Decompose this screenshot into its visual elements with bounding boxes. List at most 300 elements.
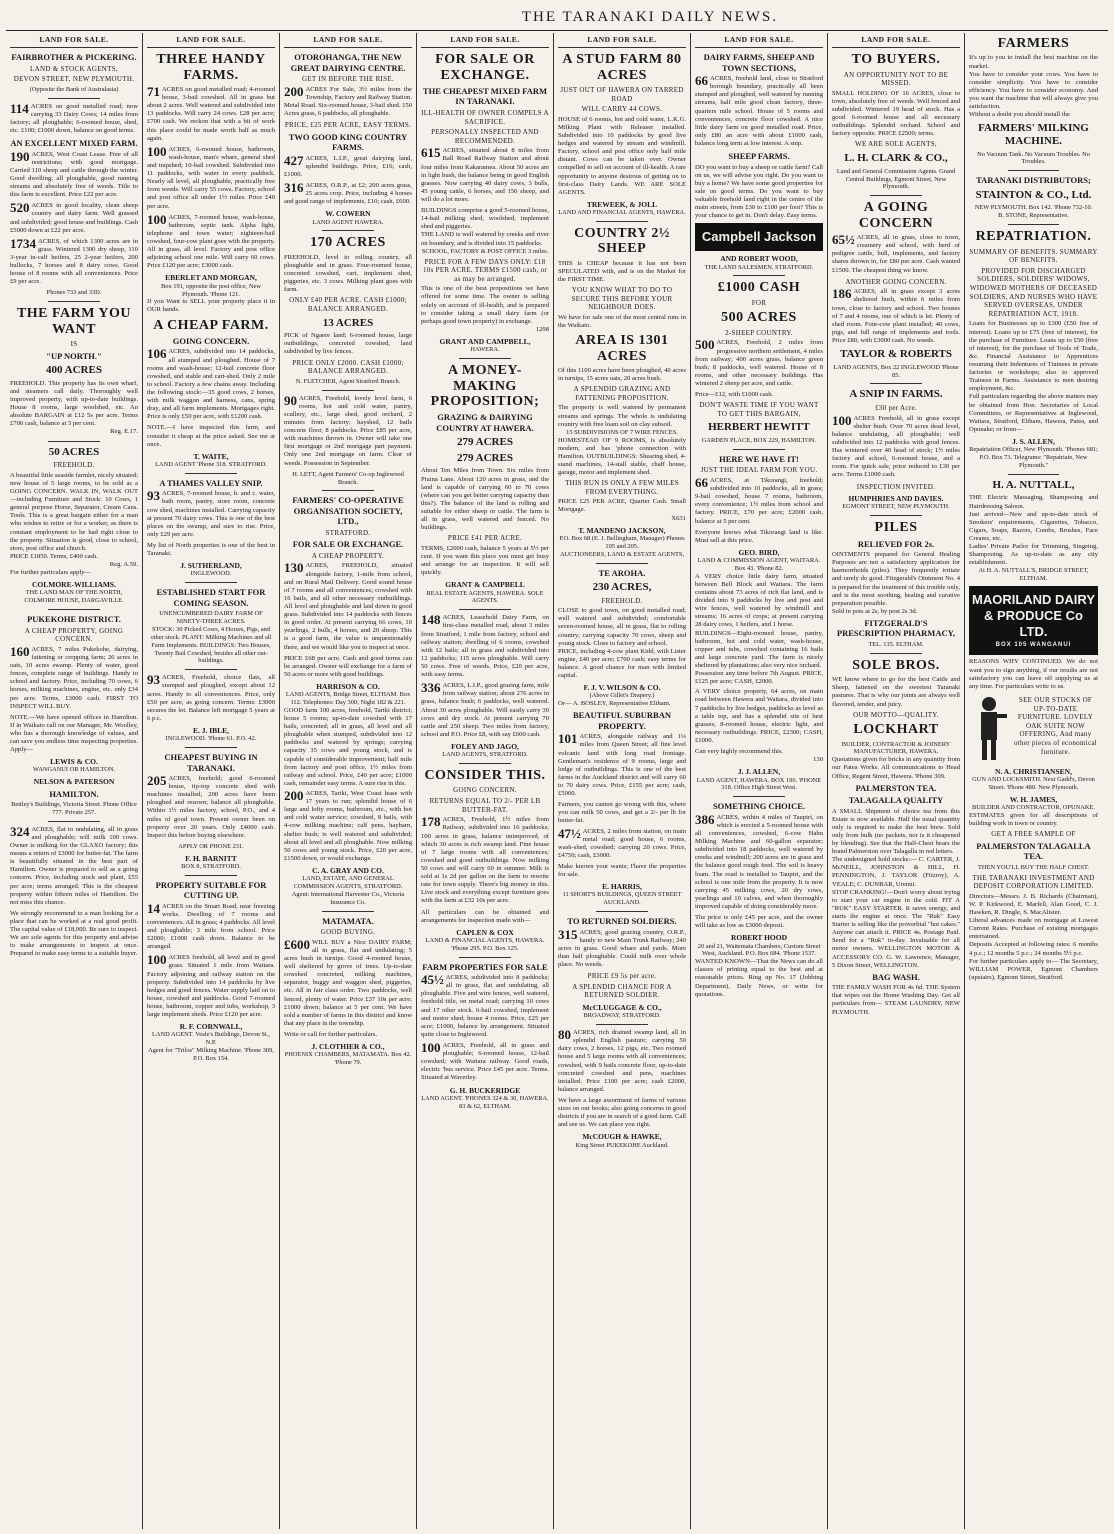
agent-address: THE LAND MAN OF THE NORTH, COLMORE HOUSE, DARGAVILLE.: [24, 589, 124, 605]
listing-acreage: 100: [147, 143, 167, 159]
agent-address: P.O. Box 68 (E. J. Bellingham, Manager) Phones 105 and 205.: [559, 534, 685, 550]
divider: [870, 515, 921, 516]
ad-subheading: OTOROHANGA, THE NEW GREAT DAIRYING CENTRE.: [290, 52, 406, 73]
agent-address: THEN YOU'LL BUY THE HALF CHEST.: [978, 863, 1089, 871]
ad-headline: CONSIDER THIS.: [424, 768, 546, 784]
ad-caption: INSPECTION INVITED.: [856, 482, 936, 491]
listing-text: ACRES, Leasehold Dairy Farm, on first-class metalled road, about 3 miles from Stratford, 1 mile from factory, school and railway station; dwelling of 6 rooms, cowshed with 12 bails; all in grass and subdivided into 12 paddocks; 115 acres ploughable. Will carry 50 cows. Free of weeds. Price, £20 per acre, with easy terms.: [421, 614, 549, 679]
listing: [558, 1029, 686, 1094]
body-text: Without a doubt you should install the: [969, 111, 1070, 119]
divider: [459, 358, 510, 359]
listing: [695, 339, 823, 388]
agent-name: J. S. ALLEN,: [1012, 436, 1055, 446]
listing-text: ACRES For Sale, 3½ miles from the Township, Factory and Railway Station. Metal Road. Six-roomed house, 3-bail shed. 150 Acres grass, 6 paddocks, all ploughable.: [284, 85, 413, 118]
ad-caption: A SPLENDID GRAZING AND FATTENING PROPOSITION.: [573, 385, 671, 402]
agent-address: B. STONE, Representative.: [998, 212, 1069, 220]
body-text: For further particulars apply—: [10, 569, 92, 577]
ad-heading: H. A. NUTTALL,: [992, 478, 1075, 491]
listing-acreage: 71: [147, 84, 160, 99]
listing-acreage: 178: [421, 814, 441, 830]
agent-address: LAND, ESTATE, AND GENERAL COMMISSION AGENTS, STRATFORD.: [293, 875, 403, 891]
agent-address: H. LETT, Agent Farmers' Co-op Inglewood Branch.: [292, 470, 404, 486]
listing-text: ACRES Freehold, all in grass except shelter bush. Over 70 acres dead level, balance undulating, all ploughable; well subdivided into 12 paddocks with good fences. Has wintered over 40 head of stock; 1½ miles factory and school, 6-roomed house, and a room. For quick sale, price reduced to £30 per acre. Terms £1000 cash.: [832, 414, 960, 479]
furniture-ad-text: SEE OUR STOCKS OF UP-TO-DATE FURNITURE. LOVELY OAK SUITE NOW OFFERING, And many other pieces of economical furniture.: [1013, 695, 1097, 756]
body-text: THE LAND is well watered by creeks and river on boundary, and is divided into 15 paddocks.: [421, 231, 549, 247]
body-text: DO you want to buy a sheep or cattle farm? Call on us, we will advise you right. Do you want to buy a home? We have some good properties for sale on good terms. Do you want to buy valuable freehold land right in the centre of the main streets, from £30 to £100 per foot? This is your chance to get in. Don't delay. Easy terms.: [695, 163, 823, 220]
ad-subheading: FITZGERALD'S PRESCRIPTION PHARMACY,: [836, 618, 956, 639]
ad-headline: TO BUYERS.: [851, 52, 941, 68]
body-text: BUILDINGS—Eight-roomed house, pantry, bathroom, hot and cold water, wash-house, copper and tubs, cowshed containing 16 bails and large concrete yard. The farm is nicely sheltered by plantations; also very nice orchard.: [695, 629, 823, 670]
ad-headline: LOCKHART: [853, 722, 939, 738]
body-text: PRICE, including 4-cow plant Kidd, with Lister engine, £40 per acre; £700 cash; easy terms for balance. A good chance for man with limited capital.: [558, 647, 686, 680]
listing-acreage: 205: [147, 772, 167, 788]
listing-text: ACRES, good grazing country, O.R.P., handy to new Main Trunk Railway; 240 acres in grass. Good whare and yards. More than half ploughable. Could milk over whole place. No weeds.: [558, 928, 686, 969]
agent-name: N. A. CHRISTIANSEN,: [995, 766, 1072, 776]
ad-headline: A CHEAP FARM.: [153, 317, 269, 333]
listing-acreage: 520: [10, 200, 30, 216]
listing-text: ACRES, rich drained swamp land, all in splendid English pasture; carrying 50 dairy cows, 2 horses, 12 pigs, etc. Two roomed house and 5 large rooms with all conveniences; cowshed, with 9 bails concrete floor, up-to-date concreted cowshed and pens, machines installed. Price £100 per acre; cash £2000, balance arranged.: [558, 1029, 686, 1093]
listing: [832, 234, 960, 275]
listing-text: ACRES, freehold; good 6-roomed house, tip-top concrete shed with machines installed; 200 acres have been ploughed and resown; balance all ploughable. Within 1½ miles factory, school, P.O., and 4 miles of good town. Present owner been on property over 20 years. Only £4000 cash. Inspect this before buying elsewhere.: [147, 774, 275, 839]
ad-headline: THE FARM YOU WANT: [16, 306, 132, 337]
ad-subheading: CHEAPEST BUYING IN TARANAKI.: [164, 752, 258, 773]
agent-address: Agent: International Harvester Co., Victoria Insurance Co.: [291, 890, 405, 906]
listing-text: WILL BUY a Nice DAIRY FARM; all in grass, flat and undulating; 5 acres bush in turnips. Good 4-roomed house, well sheltered by grove of trees. Up-to-date cowshed concreted, milking machines, separator, buggy and waggon shed, piggeries, etc. All in fair class order. Two paddocks, well fenced, plenty of water. Price £37 10s per acre; £1000 down; balance at 5 per cent. We have sold a number of farms in this district and know that any place in the township.: [284, 938, 412, 1027]
body-text: The undersigned hold stocks:— C. CARTER, J. McNEILL, JOHNSTON & HILL, H. PENNINGTON, J. TAYLOR (Fitzroy), A. VEALE; C. DUNBAR, Urenui.: [832, 856, 960, 888]
listing-acreage: 190: [10, 148, 30, 164]
listing: [147, 772, 275, 840]
agent-address: LAND AGENT. 'PHONES 324 & 30, HAWERA. 83 & 62, ELTHAM.: [421, 1094, 549, 1110]
body-text: My list of North properties is one of the best in Taranaki.: [147, 541, 275, 558]
body-text: Everyone knows what Tikorangi land is like. Must sell at this price.: [695, 528, 823, 544]
agent-address: Phones 733 and 33D.: [46, 289, 102, 297]
body-text: Directors—Messrs. J. B. Richards (Chairman), W. P. Kirkwood, E. Marfell, Alan Good, C. J. Hawken, R. Dingle, S. MacAlister.: [969, 892, 1098, 917]
ad-heading: 279 ACRES: [457, 451, 513, 464]
listing-acreage: 186: [832, 286, 852, 302]
agent-name: FOLEY AND JAGO,: [451, 742, 519, 751]
column-5: [554, 33, 691, 1529]
divider: [596, 563, 647, 564]
agent-address: (Above Gillet's Drapery.): [589, 692, 655, 700]
listing-text: ACRES, within 4 miles of Taupiri, on which is erected a 5-roomed house with all conveniences, cowshed, 6-cow Hahn Milking Machine and 60-gallon separator; subdivided into 18 paddocks, well watered by creeks and windmill; 200 acres are in grass and the balance good rough feed. The soil is heavy loam. The road is metalled to Taupiri, and the school is one mile from the property. It is now carrying 45 milking cows, 20 dry cows, yearlings and 10 calves, and when thoroughly improved capable of doing considerably more.: [695, 813, 823, 910]
agent-name: CAPLEN & COX: [456, 927, 514, 937]
body-text: Can very highly recommend this.: [695, 748, 784, 756]
columns: [6, 33, 1108, 1529]
body-text: OINTMENTS prepared for General Healing Purposes are not a satisfactory application for haemorrhoids (piles). They frequently irritate and rarely do good. Fitzgerald's Ointment No. 4 is prepared for the treatment of this trouble only, and is the most soothing, healing and curative preparation possible.: [832, 551, 960, 607]
listing-acreage: 14: [147, 900, 160, 916]
listing: [10, 148, 138, 200]
body-text: NOTE.—We have opened offices in Hamilton. If in Waikato call on our Manager, Mr. Woolley, who has a thorough knowledge of values, and can save you endless time inspecting properties. Apply—: [10, 713, 138, 754]
ad-caption: PRICE £41 PER ACRE.: [447, 534, 523, 543]
listing: [10, 643, 138, 711]
divider: [48, 98, 99, 99]
agent-address: LAND AND FINANCIAL AGENTS, HAWERA.: [558, 209, 686, 217]
man-illustration-icon: [969, 694, 1009, 764]
ad-caption: DEVON STREET, NEW PLYMOUTH.: [13, 75, 135, 84]
body-text: THIS is CHEAP because it has not been SPECULATED with, and is on the Market for the FIRST TIME.: [558, 259, 686, 284]
ad-caption: STRATFORD.: [325, 528, 371, 537]
listing: [421, 682, 549, 739]
listing-acreage: 45½: [421, 972, 444, 988]
ad-subheading: FAIRBROTHER & PICKERING.: [11, 52, 137, 63]
ad-caption: WE ARE SOLE AGENTS,: [855, 140, 937, 149]
ad-caption: LAND & STOCK AGENTS,: [30, 64, 118, 73]
agent-address: Bettley's Buildings, Victoria Street. Phone Office 777. Private 257.: [11, 801, 137, 816]
ad-headline: 500 ACRES: [721, 310, 797, 326]
body-text: GOOD farm 100 acres, freehold, Tariki district; house 5 rooms; up-to-date cowshed with 17 bails, concreted; all in grass, all level and all ploughable when stumped, subdivided into 12 paddocks and watered by springs; carrying capacity 35 cows and young stock, and is capable of considerable improvement; half mile from factory and post office, 1½ miles from railway and school. Price, £40 per acre; £1000 cash, remainder easy terms. A sure rise in this.: [284, 706, 412, 787]
listing: [421, 614, 549, 679]
listing: [147, 900, 276, 952]
ad-caption: 2-SHEEP COUNTRY.: [725, 328, 793, 337]
listing-text: ACRES, Freehold, 2 miles from progressive northern settlement, 4 miles from railway; 400 acres grass, balance green bush; 8 paddocks, well watered. House of 8 rooms, and other necessary buildings. Has wintered 2 sheep per acre, and cattle.: [695, 339, 823, 387]
listing-acreage: 90: [284, 392, 297, 408]
ad-subheading: SOMETHING CHOICE.: [712, 801, 806, 812]
body-text: Ladies' Private Parlor for Trimming, Singeing, Shampooing. As up-to-date as any city establishment.: [969, 543, 1098, 567]
agent-address: APPLY OR PHONE 231.: [178, 842, 244, 850]
agent-name: T. WAITE,: [193, 451, 229, 461]
divider: [48, 441, 99, 442]
body-text: FREEHOLD. This property has its own wharf, and steamers call daily. Thoroughly well improved property, with up-to-date buildings. House 8 rooms, large woolshed, etc. An absolute BARGAIN at £12 5s per acre. Terms £700 cash, balance at 5 per cent.: [10, 379, 138, 428]
divider: [185, 582, 236, 583]
body-text: Deposits Accepted at following rates: 6 months 4 p.c.; 12 months 5 p.c.; 24 months 5½ p.c.: [969, 941, 1098, 957]
agent-name: HARRISON & CO.: [316, 681, 380, 691]
divider: [1008, 224, 1060, 225]
ad-subheading: TARANAKI DISTRIBUTORS;: [976, 175, 1091, 186]
agent-address: WANGANUI OR HAMILTON.: [32, 766, 116, 774]
ad-caption: IS: [70, 340, 78, 349]
divider: [870, 653, 921, 654]
body-text: Or— A. BOSLEY, Representative Eltham.: [558, 700, 671, 708]
column-header: LAND FOR SALE.: [10, 33, 138, 48]
agent-address: King Street PUKEKOHE Auckland.: [575, 1141, 669, 1149]
ad-caption: ONLY £40 PER ACRE. CASH £1000; BALANCE ARRANGED.: [289, 296, 407, 313]
agent-name: NELSON & PATERSON: [33, 777, 115, 787]
column-header: LAND FOR SALE.: [832, 33, 960, 48]
reference-number: Reg. E.17.: [110, 428, 138, 436]
body-text: The price is only £45 per acre, and the owner will take as low as £3000 deposit.: [695, 914, 823, 930]
ad-heading: FARMERS' MILKING MACHINE.: [978, 122, 1089, 147]
ad-headline: £1000 CASH: [717, 280, 801, 296]
agent-address: LAND AGENTS, STRATFORD.: [442, 751, 528, 759]
divider: [48, 609, 99, 610]
listing-acreage: 130: [284, 560, 304, 576]
masthead-title: THE TARANAKI DAILY NEWS.: [521, 8, 778, 25]
ad-caption: PROVIDED FOR DISCHARGED SOLDIERS, SOLDIERS' WIDOWS, WIDOWED MOTHERS OF DECEASED SOLDIERS, AND NURSES WHO HAVE SERVED OVERSEAS, UNDER REPATRIATION ACT, 1918.: [969, 266, 1098, 318]
ad-subheading: RELIEVED FOR 2s.: [857, 538, 935, 549]
listing: [421, 147, 549, 204]
listing: [147, 674, 275, 723]
listing: [558, 733, 686, 798]
agent-name: COLMORE-WILLIAMS.: [32, 580, 116, 590]
listing-acreage: 160: [10, 643, 30, 659]
body-text: Of this 1100 acres have been ploughed, 40 acres in turnips, 15 acres oats, 20 acres bush.: [558, 366, 686, 383]
banner-text: MAORILAND DAIRY & PRODUCE Co LTD.: [971, 592, 1095, 640]
ad-caption: THE TARANAKI INVESTMENT AND DEPOSIT CORPORATION LIMITED.: [972, 873, 1095, 891]
body-text: The property is well watered by permanent streams and springs. The whole is undulating country with free loam soil on clay subsoil.: [558, 404, 686, 428]
divider: [48, 821, 99, 822]
agent-name: TREWEEK, & JOLL: [586, 199, 658, 209]
banner-logo: [695, 223, 823, 251]
column-header: LAND FOR SALE.: [695, 33, 823, 48]
body-text: THE Electric Massaging, Shampooing and Hairdressing Saloon.: [969, 494, 1098, 510]
listing-text: ACRES on the Smart Road, near freezing works. Dwelling of 7 rooms and conveniences. All in grass; 4 paddocks. All level and ploughable; 3 mile from school. Price £2000; £1000 cash down. Balance to be arranged.: [147, 902, 276, 951]
listing-text: ACRES, all in grass except 3 acres sheltered bush, within 6 miles from town, close to factory and school. Two houses of 7 and 4 rooms, one of which is let. Plenty of shed room. Four-cow plant installed; 40 cows, pigs, and full range of implements and tools. Price £80, with £3000 cash. No weeds.: [832, 288, 960, 344]
agent-address: LAND AGENT 'Phone 318. STRATFORD.: [155, 460, 267, 468]
listing: [695, 688, 823, 745]
body-text: All particulars can be obtained and arrangements for inspection made with—: [421, 908, 549, 924]
ad-caption: SUMMARY OF BENEFITS. SUMMARY OF BENEFITS.: [969, 247, 1098, 265]
listing-text: ACRES, of which 1300 acres are in grass. Wintered 1300 dry sheep, 110 3-year in-calf heifers, 25 2-year heifers, 200 bullocks, 7 horses and 8 dairy cows. Good house of 8 rooms with all conveniences. Price £9 per acre.: [10, 237, 138, 286]
banner-subtext: BOX 105 WANGANUI: [995, 642, 1072, 649]
agent-name: GRANT & CAMPBELL: [445, 580, 525, 590]
ad-caption: A CHEAP PROPERTY.: [311, 551, 385, 560]
agent-name: McCLUGGAGE & CO.,: [582, 1002, 662, 1012]
body-text: PRICE £1850. Terms, £400 cash.: [10, 552, 98, 560]
ad-heading: 279 ACRES: [457, 436, 513, 449]
body-text: PICK of Ngaere land; 6-roomed house, large outbuildings, concreted cowshed, land subdivided by live fences.: [284, 332, 412, 356]
listing-acreage: 93: [147, 672, 160, 688]
reference-number: Reg. A.59.: [109, 560, 138, 568]
ad-caption: ANOTHER GOING CONCERN.: [845, 277, 947, 286]
masthead: [6, 4, 1108, 30]
ad-subheading: FARM PROPERTIES FOR SALE: [422, 961, 548, 972]
column-7: [828, 33, 965, 1529]
agent-address: THE LAND SALESMEN, STRATFORD.: [704, 263, 814, 271]
listing: [558, 825, 686, 860]
listing-text: ACRES, Freehold, lovely level farm, 6 rooms, hot and cold water, pantry, scullery, etc., large shed, good orchard, 2 minutes from factory; hayshed, 12 bails concrete floor, 8 paddocks. Price £85 per acre, with machines thrown in. Owner will take one first mortgage or 2nd mortgage part payment. Only one 2nd mortgage on farm. Clear of weeds. Possession in September.: [284, 394, 412, 467]
body-text: REASONS WHY CONTINUED. We do not want you to sign anything, if our results are not satisfactory you can leave off supplying us at any time. For particulars write to us.: [969, 658, 1098, 690]
body-text: PRICE £25 PER ACRE, Quarter Cash. Small Mortgage.: [558, 498, 686, 514]
ad-caption: FOR: [751, 298, 767, 307]
body-text: We have a large assortment of farms of various sizes on our books; also going concerns in good districts if you are in search of a good farm. Call and see us. We can place you right.: [558, 1096, 686, 1129]
divider: [733, 275, 784, 276]
listing-text: ACRES, subdivided into 14 paddocks, all stumped and ploughed. House of 7 rooms and wash-house; 12-bail concrete floor cowshed, and stable and cart-shed. Only 2 mile to school. Factory a few chains away. Including the following stock:—35 good cows, 2 horses, with milk waggon and harness, cans, spring dray, and all farm implements. Mortgages right. Price is only £50 per acre, with £1200 cash.: [147, 348, 275, 421]
ad-caption: RETURNS EQUAL TO 2/- PER LB BUTTER-FAT.: [429, 797, 541, 814]
ad-headline: A GOING CONCERN: [858, 200, 934, 231]
ad-headline: COUNTRY 2½ SHEEP: [574, 226, 670, 257]
ad-headline: 170 ACRES: [310, 235, 386, 251]
divider: [870, 383, 921, 384]
listing-acreage: 148: [421, 612, 441, 628]
body-text: For further particulars apply to— The Secretary, WILLIAM POWER, Egmont Chambers (upstairs), Egmont Street, Stratford.: [969, 957, 1098, 981]
listing: [695, 811, 823, 911]
divider: [185, 875, 236, 876]
agent-address: (Opposite the Bank of Australasia): [29, 85, 119, 93]
agent-name: W. H. JAMES,: [1009, 794, 1058, 804]
body-text: WANTED KNOWN—That the News can do all classes of printing equal to the best and at reasonable prices. Ring up No. 17 (Jobbing Department), Daily News, or write for quotations.: [695, 958, 823, 998]
ad-heading: 50 ACRES: [48, 445, 100, 458]
listing-acreage: 200: [284, 788, 304, 804]
column-header: LAND FOR SALE.: [284, 33, 412, 48]
agent-name: C. A. GRAY AND CO.: [312, 866, 384, 875]
body-text: Quotations given for bricks in any quantity from our Patea Works. All communications to Head Office, Regent Street, Hawera. 'Phone 309.: [832, 756, 961, 780]
agent-address: PHOENIX CHAMBERS, MATAMATA. Box 42. 'Phone 79.: [284, 1051, 412, 1067]
ad-caption: GET A FREE SAMPLE OF: [991, 830, 1076, 839]
listing-acreage: 114: [10, 100, 29, 116]
listing-acreage: 200: [284, 83, 304, 99]
body-text: About Ten Miles from Town. Six miles from Piuina Lane. About 120 acres in grass, and the land is capable of carrying 60 to 70 cows (where can you get better carrying capacity than this?). The balance of the land is rolling and suitable for either sheep or cattle. The farm is all in grass, well watered and fenced. No buildings.: [421, 467, 549, 532]
ad-subheading: "UP NORTH.": [46, 350, 102, 361]
agent-address: Box 191, opposite the post office, New Plymouth. 'Phone 121.: [161, 282, 261, 298]
agent-address: GARDEN PLACE, BOX 229, HAMILTON.: [701, 437, 817, 445]
body-text: Possession any time before 7th August. PRICE, £125 per acre; CASH, £2000.: [695, 670, 823, 686]
agent-name: J. SUTHERLAND,: [180, 561, 242, 571]
listing-acreage: 386: [695, 811, 715, 827]
agent-name: F. J. V. WILSON & CO.: [583, 683, 661, 693]
divider: [48, 301, 99, 302]
body-text: NOTE.—I have inspected this farm, and consider it cheap at the price asked. See me at once.: [147, 424, 275, 448]
listing-acreage: 93: [147, 488, 160, 504]
agent-name: J. CLOTHIER & CO.,: [311, 1042, 385, 1052]
body-text: It's up to you to install the best machine on the market.: [969, 54, 1098, 70]
body-text: Loans for Businesses up to £300 (£50 free of interest). Loans up to £75 (free of interest), for the purchase of Furniture. Loans up to £50 (free of interest), for the purchase of Tools of Trade, &c. Financial Assistance to Apprentices resuming their Indentures of Trainees in private factories or workshops; also to approved Trainees in Farms. Assistance to men desiring employment, &c.: [969, 320, 1098, 393]
divider: [733, 796, 784, 797]
listing: [284, 392, 412, 468]
ad-caption: YOU KNOW WHAT TO DO TO SECURE THIS BEFORE YOUR NEIGHBOUR DOES.: [571, 286, 673, 312]
ad-headline: A STUD FARM 80 ACRES: [562, 52, 682, 83]
agent-address: 11 SHORT'S BUILDINGS, QUEEN STREET AUCKLAND.: [562, 891, 682, 907]
agent-address: EGMONT STREET, NEW PLYMOUTH.: [842, 503, 950, 511]
listing-text: ACRES, at Tikorangi, freehold; subdivided into 10 paddocks, all in grass; 9-bail cowshed, house 7 rooms, bathroom, every convenience; 1½ miles from school and factory. PRICE, £70 per acre; £2000 cash, balance at 5 per cent.: [695, 476, 823, 525]
ad-subheading: FARMERS' CO-OPERATIVE ORGANISATION SOCIETY, LTD.,: [292, 495, 404, 527]
ad-subheading: PROPERTY SUITABLE FOR CUTTING UP.: [155, 879, 267, 901]
body-text: You have to consider your cows. You have to consider simplicity. You have to consider efficiency. You have to consider economy. And you want the machine that will always give you satisfaction.: [969, 70, 1098, 111]
agent-name: GRANT AND CAMPBELL,: [439, 337, 531, 347]
body-text: FREEHOLD, level to rolling country, all ploughable and in grass. Four-roomed house, concreted cowshed, cart, implement shed, piggeries, etc. 3 cows. Milking plant goes with farm.: [284, 253, 412, 294]
body-text: This is one of the best propositions we have offered for some time. The owner is selling solely on account of ill-health, and is prepared to consider taking a small dairy farm (or perhaps good town property) in exchange.: [421, 285, 549, 325]
listing-acreage: 336: [421, 680, 441, 696]
body-text: A SMALL Shipment of choice tea from this Estate is now available. Half the usual quantity only is required to make the best brew. Sold only from bulk (no packets, nor is it cheapened by blending). See that the Half-Chest bears the brand Palmerston over Talagalla in red letters.: [832, 807, 960, 856]
listing: [695, 75, 823, 148]
body-text: PRICE £68 per acre. Cash and good terms can be arranged. Owner will exchange for a farm of 50 acres or more with good buildings.: [284, 654, 412, 678]
agent-name: ROBERT HOOD: [730, 933, 788, 943]
listing-text: ACRES, Freehold, 1½ miles from Railway, subdivided into 16 paddocks; 100 acres in grass, balance unimproved, of which 30 acres is rich swamp land. Fine house of 7 large rooms with all conveniences; cowshed and good outbuildings. Now milking 50 cows and will carry 60 in summer. Milk is sold at 1s 2d per gallon on the farm to rewrite rate for town supply. There's big money in this. Live stock and everything except furniture goes with the farm at £32 10s per acre.: [421, 816, 549, 905]
divider: [596, 1024, 647, 1025]
listing-text: ACRES on good metalled road; 4-roomed house, 3-bail cowshed. All in grass but about 2 acres. Well watered and subdivided into 13 paddocks. Will carry 24 cows. £28 per acre; £700 cash. We reckon that with a bit of work this place could be made worth half as much again.: [147, 86, 275, 142]
body-text: A VERY choice little dairy farm, situated between Bell Block and Waitara. The farm contains about 73 acres of rich flat land, and is divided into 9 paddocks by live and post and wire fences, well watered by windmill and streams; 16 acres of crops; at present carrying 28 dairy cows, 1 heifers, and 1 horse.: [695, 572, 823, 629]
ad-subheading: TO RETURNED SOLDIERS.: [567, 916, 677, 927]
listing-text: ACRES, 7-roomed house, h. and c. water, bath room, pantry, store room, concrete cow shed, machines installed. Carrying capacity at present 70 dairy cows. This is one of the best places on the swamp, and sure to rise. Price, only £29 per acre.: [147, 490, 275, 538]
ad-subheading: GRAZING & DAIRYING COUNTRY AT HAWERA.: [436, 412, 534, 433]
listing-acreage: 66: [695, 474, 708, 490]
column-4: [417, 33, 554, 1529]
ad-heading: A SNIP IN FARMS.: [849, 388, 943, 401]
listing: [147, 86, 275, 143]
ad-subheading: HAMILTON.: [49, 788, 99, 799]
listing-text: ACRES, FREEHOLD, situated alongside factory, 1-mile from school, and on Rural Mail Delivery. Good sound house of 7 rooms and all conveniences; cowshed with 16 bails, and all other necessary outbuildings. All level and ploughable and laid down in good grass. Subdivided into 14 paddocks with fences in good order. At present carrying 66 cows, 10 yearlings, 2 bulls, 4 horses, and 20 sheep. This is a good farm, the value is unquestionably there, and we would like you to inspect at once.: [284, 562, 412, 651]
agent-name: HUMPHRIES AND DAVIES.: [848, 494, 944, 504]
divider: [870, 195, 921, 196]
agent-address: LAND AGENTS, Bridge Street, ELTHAM. Box 112. Telephones: Day 300; Night 182 & 221.: [285, 691, 411, 707]
ad-caption: FREEHOLD.: [601, 596, 643, 605]
listing-text: ACRES, freehold land, close to Stratford borough boundary, practically all been stumped and ploughed, well watered by running streams, half mile good clean factory, three-quarters mile school. House of 5 rooms and conveniences, concrete floor cowshed. A nice little dairy farm on good metalled road. Price, only £80 an acre with about £1000 cash, balance long term at low interest. A snip.: [695, 75, 823, 147]
column-header: LAND FOR SALE.: [558, 33, 686, 48]
body-text: Just arrived—New and up-to-date stock of Smokers' requirements, Cigarettes, Tobacco, Cigars, Soaps, Razors, Combs, Brushes, Face Creams, etc.: [969, 510, 1098, 542]
furniture-ad: [969, 694, 1098, 764]
listing-text: ACRES, 6-roomed house, bathroom, wash-house, man's whare, general shed and trapshed; 10-bail cowshed. Subdivided into 11 paddocks, with water in every paddock. Nearly all level, all ploughable, practically free from weeds. Will carry 55 cows. Factory, school and post office all under 1½ miles. Price £40 per acre.: [147, 145, 275, 210]
listing: [10, 202, 138, 234]
listing-acreage: 65½: [832, 232, 855, 248]
banner-text: Campbell Jackson: [701, 229, 817, 245]
agent-name: E. J. IBLE,: [192, 725, 230, 735]
agent-name: EBERLET AND MORGAN,: [165, 273, 257, 283]
divider: [459, 609, 510, 610]
ad-caption: GOING CONCERN.: [453, 786, 517, 795]
ad-headline: AREA IS 1301 ACRES: [575, 333, 669, 364]
divider: [733, 449, 784, 450]
listing: [10, 100, 138, 135]
column-header: LAND FOR SALE.: [421, 33, 549, 48]
divider: [1008, 474, 1060, 475]
agent-address: UNENCUMBERED DAIRY FARM OF NINETY-THREE ACRES.: [159, 610, 263, 626]
ad-caption: GET IN BEFORE THE RISE.: [301, 75, 394, 84]
listing-text: ACRES, 7-roomed house, wash-house, bathroom, septic tank. Alpha light, telephone and town water; eighteen-bail cowshed, four-cow plant goes with the property. All in grass, all level. Factory and post office adjoining school one mile. Will carry 60 cows. Price £120 per acre; £3000 cash.: [147, 213, 275, 270]
ad-caption: FREEHOLD.: [53, 461, 95, 470]
ad-caption: THIS RUN IS ONLY A FEW MILES FROM EVERYTHING.: [565, 479, 679, 496]
body-text: We have for sale one of the most central runs in the Waikato.: [558, 313, 686, 330]
ad-caption: A CHEAP PROPERTY, GOING CONCERN.: [24, 626, 124, 644]
listing: [284, 83, 413, 118]
listing-acreage: 101: [558, 731, 578, 747]
agent-name: AND ROBERT WOOD,: [720, 254, 798, 264]
ad-headline: REPATRIATION.: [975, 229, 1092, 245]
listing-acreage: 80: [558, 1027, 571, 1043]
listing-acreage: 615: [421, 145, 441, 161]
ad-headline: FARMERS: [997, 36, 1070, 51]
body-text: ESTIMATES given for all descriptions of building work in town or country.: [969, 811, 1098, 828]
listing: [284, 562, 412, 651]
ad-heading: 13 ACRES: [322, 316, 374, 329]
agent-name: McCOUGH & HAWKE,: [582, 1132, 662, 1142]
body-text: Make known your wants; I'have the properties for sale.: [558, 862, 686, 879]
agent-address: 15 SUBDIVISIONS OF 7 WIRE FENCES.: [566, 428, 678, 436]
listing: [558, 926, 686, 970]
divider: [596, 911, 647, 912]
ad-headline: PILES: [874, 520, 918, 536]
agent-address: HAWERA.: [470, 346, 500, 354]
listing-acreage: 316: [284, 180, 304, 196]
divider: [322, 490, 373, 491]
ad-caption: GOOD BUYING.: [320, 928, 376, 937]
listing: [10, 235, 138, 287]
listing-text: ACRES, Freehold, all in grass and ploughable; 6-roomed house, 12-bail cowshed; with Waitara railway. Good roads, electric 'bus service. Price £45 per acre. Terms. Situated at Waverley.: [421, 1042, 549, 1082]
agent-address: At H. A. NUTTALL'S, BRIDGE STREET, ELTHAM.: [978, 567, 1089, 583]
ad-caption: AN OPPORTUNITY NOT TO BE MISSED.: [843, 70, 949, 88]
ad-subheading: FOR SALE OR EXCHANGE.: [292, 539, 404, 550]
listing: [147, 954, 275, 1019]
agent-address: BUILDER, CONTRACTOR & JOINERY MANUFACTURER, HAWERA.: [841, 740, 951, 756]
divider: [185, 747, 236, 748]
column-header: LAND FOR SALE.: [147, 33, 275, 48]
ad-caption: JUST OUT OF HAWERA ON TARRED ROAD: [560, 86, 684, 103]
agent-address: BROADWAY, STRATFORD.: [583, 1012, 661, 1020]
body-text: TERMS, £2000 cash, balance 5 years at 5½ per cent. If you want this place you must get busy and arrange for an inspection. It will sell quickly.: [421, 544, 549, 577]
agent-address: NEW PLYMOUTH. Box 142. 'Phone 732-10.: [974, 204, 1093, 212]
body-text: THE FAMILY WASH FOR 4s 6d. THE System that wipes out the Home Washing Day. Get all particulars from— STEAM LAUNDRY, NEW PLYMOUTH.: [832, 984, 960, 1016]
ad-caption: JUST THE IDEAL FARM FOR YOU.: [700, 466, 818, 475]
reference-number: 1298: [535, 325, 549, 333]
ad-subheading: SHEEP FARMS.: [728, 151, 790, 162]
listing: [421, 1042, 549, 1083]
listing-acreage: 47½: [558, 825, 581, 841]
divider: [185, 473, 236, 474]
agent-address: STOCK: 30 Picked Cows, 4 Horses, Pigs, and other stock. PLANT: Milking Machines and all Farm Implements. BUILDINGS: Two Houses, Twenty Bail Cowshed, besides all other out-buildings.: [150, 625, 272, 665]
listing-text: ACRES in good locality, clean sheep country and dairy farm. Well grassed and subdivided; good house and buildings. Cash £5000 down at £22 per acre.: [10, 202, 138, 234]
ad-heading: TAYLOR & ROBERTS: [839, 348, 953, 361]
agent-address: GUN AND LOCKSMITH. Next Gadd's, Devon Street. 'Phone 480. New Plymouth.: [972, 776, 1095, 792]
ad-subheading: DAIRY FARMS, SHEEP AND TOWN SECTIONS,: [703, 52, 815, 73]
listing-acreage: 1734: [10, 235, 36, 251]
